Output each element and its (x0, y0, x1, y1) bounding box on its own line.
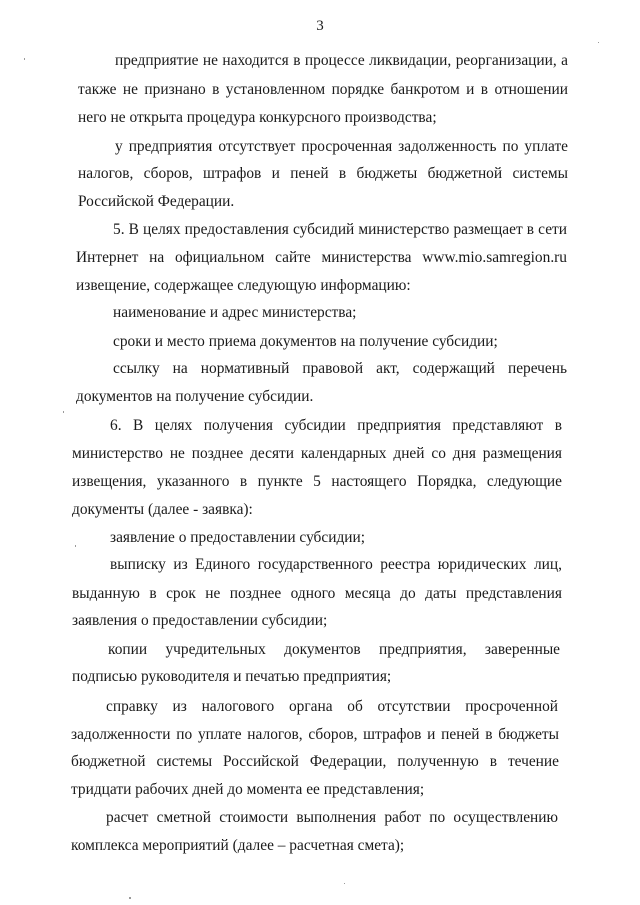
section-6-line: тридцати рабочих дней до момента ее представления; (71, 781, 425, 798)
section-5-line: наименование и адрес министерства; (113, 304, 357, 321)
section-6-line: справку из налогового органа об отсутствии просроченной (106, 698, 558, 715)
section-6-line: комплекса мероприятий (далее – расчетная смета); (71, 837, 405, 854)
paragraph-line: налогов, сборов, штрафов и пеней в бюджеты бюджетной системы (78, 165, 568, 182)
paragraph-line: у предприятия отсутствует просроченная задолженность по уплате (115, 138, 568, 155)
section-6-line: выписку из Единого государственного реестра юридических лиц, (110, 556, 562, 573)
scan-speck (129, 897, 131, 899)
scan-speck (598, 42, 599, 43)
section-6-line: копии учредительных документов предприятия, заверенные (108, 641, 560, 658)
scan-speck (63, 411, 64, 413)
section-6-line: министерство не позднее десяти календарных дней со дня размещения (72, 445, 562, 462)
section-6-line: расчет сметной стоимости выполнения работ по осуществлению (106, 809, 558, 826)
section-5-line: извещение, содержащее следующую информацию: (76, 277, 411, 294)
section-6-line: задолженности по уплате налогов, сборов, штрафов и пеней в бюджеты (71, 726, 559, 743)
paragraph-line: также не признано в установленном порядке банкротом и в отношении (78, 81, 568, 98)
section-5-line: документов на получение субсидии. (76, 388, 314, 405)
section-5-line: ссылку на нормативный правовой акт, содержащий перечень (113, 360, 567, 377)
section-6-line: выданную в срок не позднее одного месяца до даты представления (72, 585, 562, 602)
page-number: 3 (316, 18, 324, 34)
scan-speck (344, 883, 345, 884)
section-6-line: заявления о предоставлении субсидии; (72, 612, 328, 629)
section-5-line: 5. В целях предоставления субсидий министерство размещает в сети (113, 221, 567, 238)
section-6-line: заявление о предоставлении субсидии; (110, 529, 366, 546)
section-6-line: извещения, указанного в пункте 5 настоящего Порядка, следующие (72, 473, 562, 490)
section-5-line: Интернет на официальном сайте министерства www.mio.samregion.ru (76, 249, 567, 266)
paragraph-line: Российской Федерации. (78, 193, 235, 210)
section-6-line: подписью руководителя и печатью предприятия; (72, 668, 392, 685)
section-5-line: сроки и место приема документов на получение субсидии; (113, 333, 498, 350)
scan-speck (75, 545, 76, 547)
section-6-line: бюджетной системы Российской Федерации, полученную в течение (71, 753, 559, 770)
section-6-line: 6. В целях получения субсидии предприятия представляют в (110, 417, 562, 434)
paragraph-line: него не открыта процедура конкурсного производства; (78, 109, 437, 126)
paragraph-line: предприятие не находится в процессе ликвидации, реорганизации, а (115, 52, 568, 69)
section-6-line: документы (далее - заявка): (72, 501, 253, 518)
scan-speck (24, 58, 25, 60)
